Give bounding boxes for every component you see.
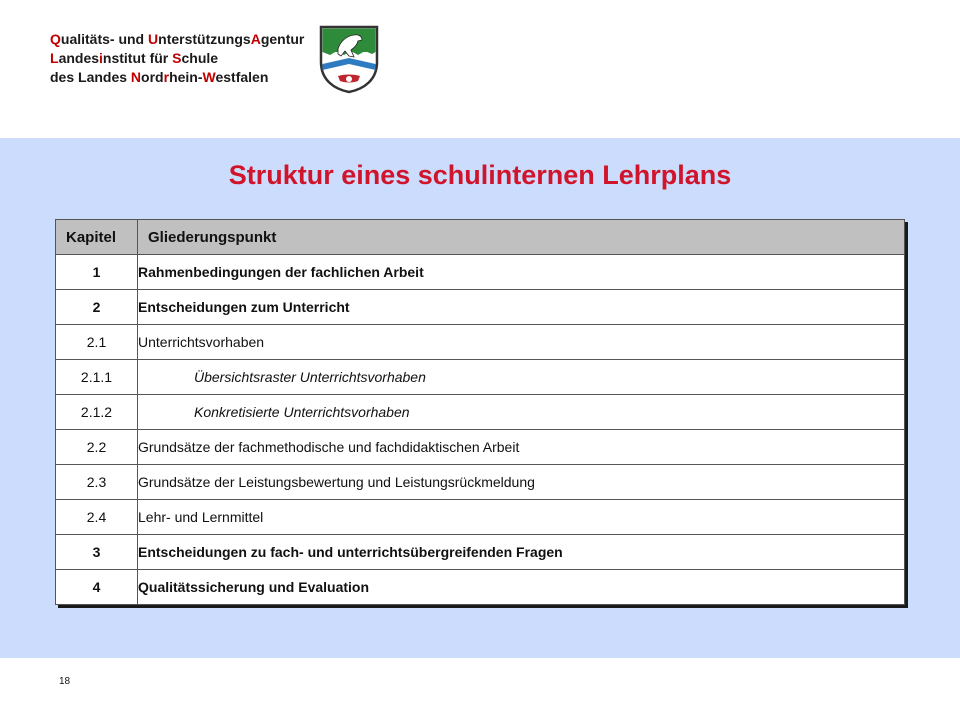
table-row — [56, 255, 905, 290]
org-text: andes — [58, 50, 100, 66]
organization-name-line — [50, 30, 304, 49]
gliederungspunkt-cell: Grundsätze der fachmethodische und fachdidaktischen Arbeit — [138, 430, 905, 465]
kapitel-cell: 2 — [56, 290, 138, 325]
table-header-row — [56, 220, 905, 255]
table-row — [56, 325, 905, 360]
kapitel-cell: 1 — [56, 255, 138, 290]
org-text: gentur — [260, 31, 305, 47]
org-text: estfalen — [215, 69, 269, 85]
gliederungspunkt-cell: Konkretisierte Unterrichtsvorhaben — [138, 395, 905, 430]
table-row — [56, 430, 905, 465]
kapitel-cell: 2.2 — [56, 430, 138, 465]
org-text: ord — [141, 69, 164, 85]
highlighted-letter: L — [50, 50, 59, 66]
highlighted-letter: U — [148, 31, 159, 47]
table-row — [56, 500, 905, 535]
gliederungspunkt-cell: Rahmenbedingungen der fachlichen Arbeit — [138, 255, 905, 290]
organization-name-line — [50, 49, 304, 68]
lehrplan-structure-table — [55, 219, 905, 605]
gliederungspunkt-cell: Grundsätze der Leistungsbewertung und Leistungsrückmeldung — [138, 465, 905, 500]
highlighted-letter: r — [163, 69, 170, 85]
kapitel-cell: 2.1 — [56, 325, 138, 360]
highlighted-letter: Q — [50, 31, 61, 47]
org-text: nstitut für — [102, 50, 173, 66]
org-text: chule — [181, 50, 219, 66]
slide-header — [0, 0, 960, 138]
table-row — [56, 465, 905, 500]
org-text: hein- — [169, 69, 203, 85]
kapitel-cell: 2.1.2 — [56, 395, 138, 430]
highlighted-letter: i — [99, 50, 103, 66]
kapitel-cell: 3 — [56, 535, 138, 570]
gliederungspunkt-cell: Entscheidungen zum Unterricht — [138, 290, 905, 325]
highlighted-letter: N — [130, 69, 142, 85]
org-text: ualitäts- und — [60, 31, 149, 47]
table-row — [56, 570, 905, 605]
highlighted-letter: W — [202, 69, 216, 85]
table-row — [56, 290, 905, 325]
org-text: nterstützungs — [158, 31, 251, 47]
nrw-coat-of-arms-icon — [318, 24, 380, 94]
org-text: des Landes — [50, 69, 131, 85]
gliederungspunkt-cell: Qualitätssicherung und Evaluation — [138, 570, 905, 605]
column-header-gliederungspunkt: Gliederungspunkt — [138, 220, 905, 255]
gliederungspunkt-cell: Unterrichtsvorhaben — [138, 325, 905, 360]
gliederungspunkt-cell: Entscheidungen zu fach- und unterrichtsübergreifenden Fragen — [138, 535, 905, 570]
kapitel-cell: 2.4 — [56, 500, 138, 535]
slide-title: Struktur eines schulinternen Lehrplans — [228, 160, 732, 190]
kapitel-cell: 4 — [56, 570, 138, 605]
column-header-kapitel: Kapitel — [56, 220, 138, 255]
table-row — [56, 395, 905, 430]
kapitel-cell: 2.1.1 — [56, 360, 138, 395]
gliederungspunkt-cell: Lehr- und Lernmittel — [138, 500, 905, 535]
gliederungspunkt-cell: Übersichtsraster Unterrichtsvorhaben — [138, 360, 905, 395]
highlighted-letter: A — [250, 31, 261, 47]
table-row — [56, 360, 905, 395]
organization-name-line — [50, 68, 304, 87]
kapitel-cell: 2.3 — [56, 465, 138, 500]
table-row — [56, 535, 905, 570]
organization-name — [50, 30, 304, 87]
page-number: 18 — [59, 676, 71, 687]
highlighted-letter: S — [172, 50, 182, 66]
